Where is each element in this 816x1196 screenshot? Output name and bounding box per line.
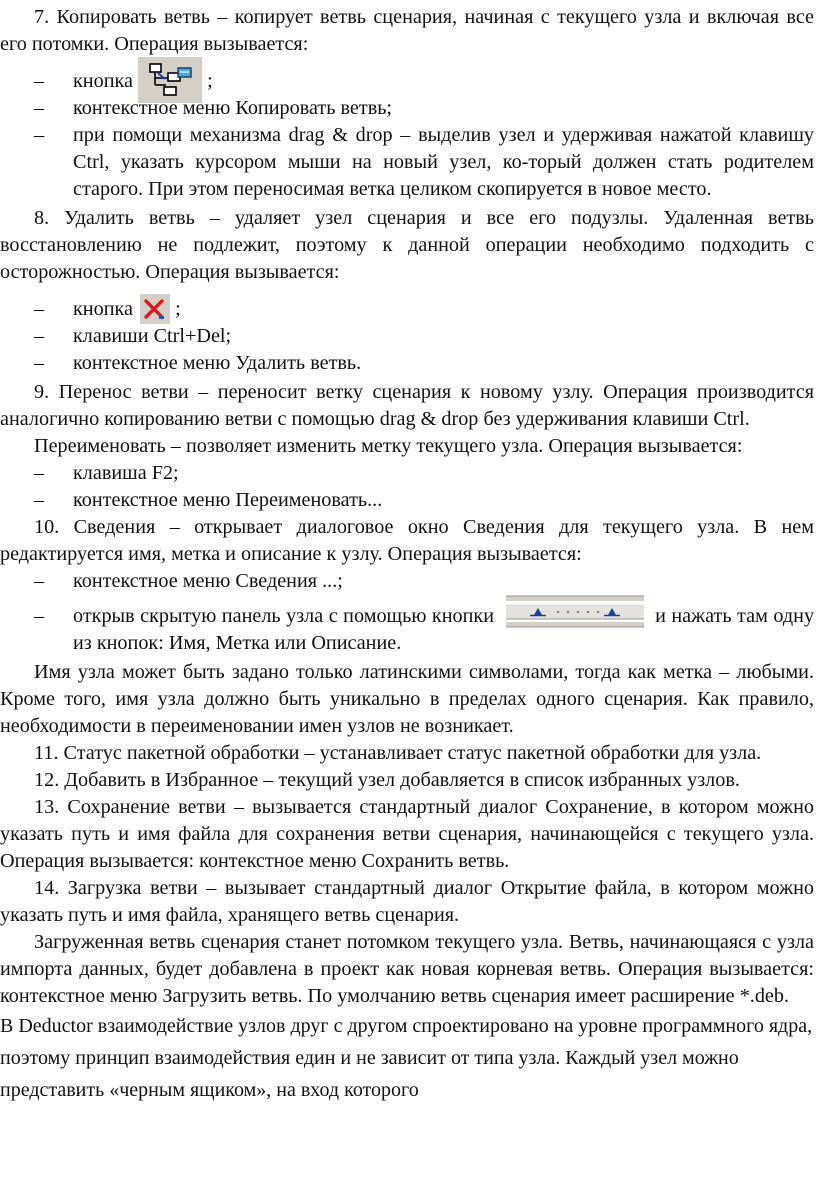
node-panel-button-icon <box>506 595 644 631</box>
delete-branch-icon <box>140 294 170 324</box>
paragraph-favorites: 12. Добавить в Избранное – текущий узел добавляется в список избранных узлов. <box>34 769 740 792</box>
list-item-delete-menu: – контекстное меню Удалить ветвь. <box>34 352 362 375</box>
paragraph-load-branch: 14. Загрузка ветви – вызывает стандартный диалог Открытие файла, в котором можно указать путь и имя файла, хранящего ветвь сценария. <box>0 877 814 927</box>
list-item-rename-key: – клавиша F2; <box>34 462 179 485</box>
list-item-info-panel: – открыв скрытую панель узла с помощью кнопки и нажать там одну из кнопок: Имя, Метка или Описание. <box>73 603 814 657</box>
paragraph-move-branch: 9. Перенос ветви – переносит ветку сценария к новому узлу. Операция производится аналогично копированию ветви с помощью drag & drop без удерживания клавиши Ctrl. <box>0 381 814 431</box>
list-item-copy-button: – кнопка ; <box>73 68 814 95</box>
paragraph-names-note: Имя узла может быть задано только латинскими символами, тогда как метка – любыми. Кроме того, имя узла должно быть уникально в пределах одного сценария. Как правило, необходимости в переименовании имен узлов не возникает. <box>0 661 814 738</box>
paragraph-copy-branch: 7. Копировать ветвь – копирует ветвь сценария, начиная с текущего узла и включая все его потомки. Операция вызывается: <box>0 6 814 55</box>
paragraph-rename: Переименовать – позволяет изменить метку текущего узла. Операция вызывается: <box>34 435 743 458</box>
list-item-copy-menu: – контекстное меню Копировать ветвь; <box>34 97 393 120</box>
list-item-rename-menu: – контекстное меню Переименовать... <box>34 489 383 512</box>
list-item-copy-dragdrop: – при помощи механизма drag & drop – выделив узел и удерживая нажатой клавишу Ctrl, указать курсором мыши на новый узел, ко-торый должен стать родителем старого. При этом переносимая ветка целиком скопируется в новое место. <box>34 124 814 201</box>
paragraph-delete-branch: 8. Удалить ветвь – удаляет узел сценария и все его подузлы. Удаленная ветвь восстановлению не подлежит, поэтому к данной операции необходимо подходить с осторожностью. Операция вызывается: <box>0 207 814 284</box>
list-item-delete-keys: – клавиши Ctrl+Del; <box>34 325 232 348</box>
paragraph-info: 10. Сведения – открывает диалоговое окно Сведения для текущего узла. В нем редактируется имя, метка и описание к узлу. Операция вызывается: <box>0 516 814 566</box>
paragraph-deductor-interaction: В Deductor взаимодействие узлов друг с другом спроектировано на уровне программного ядра, поэтому принцип взаимодействия един и не зависит от типа узла. Каждый узел можно представить «черным ящиком», на вход которого <box>0 1015 813 1102</box>
paragraph-save-branch: 13. Сохранение ветви – вызывается стандартный диалог Сохранение, в котором можно указать путь и имя файла для сохранения ветви сценария, начинающейся с текущего узла. Операция вызывается: контекстное меню Сохранить ветвь. <box>0 796 814 873</box>
list-item-info-menu: – контекстное меню Сведения ...; <box>34 570 343 593</box>
paragraph-batch-status: 11. Статус пакетной обработки – устанавливает статус пакетной обработки для узла. <box>34 742 762 765</box>
list-item-delete-button: – кнопка ; <box>73 296 814 323</box>
paragraph-load-branch-continued: Загруженная ветвь сценария станет потомком текущего узла. Ветвь, начинающаяся с узла импорта данных, будет добавлена в проект как новая корневая ветвь. Операция вызывается: контекстное меню Загрузить ветвь. По умолчанию ветвь сценария имеет расширение *.deb. <box>0 931 814 1008</box>
